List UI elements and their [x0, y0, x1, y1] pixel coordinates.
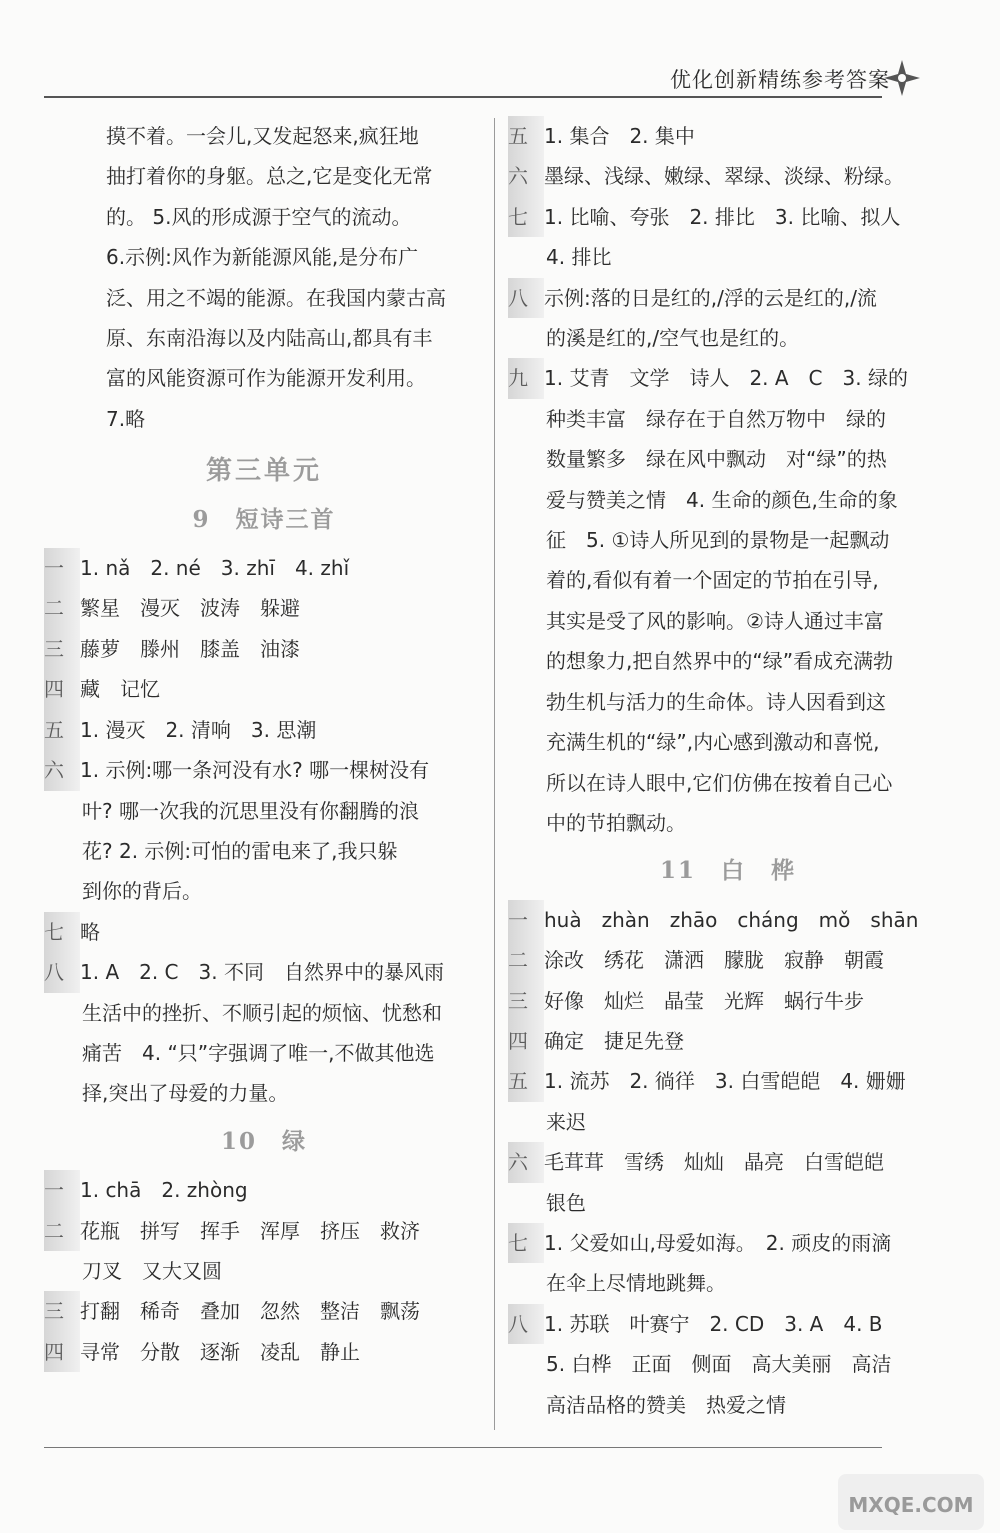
answer-text: 繁星 漫灭 波涛 躲避	[80, 596, 300, 621]
answer-line: 的想象力,把自然界中的“绿”看成充满勃	[546, 649, 894, 674]
answer-line: 摸不着。一会儿,又发起怒来,疯狂地	[106, 124, 419, 148]
answer-line: 着的,看似有着一个固定的节拍在引导,	[546, 568, 879, 593]
left-column	[44, 116, 484, 1372]
answer-line: 种类丰富 绿存在于自然万物中 绿的	[546, 406, 886, 431]
answer-line: 的。 5.风的形成源于空气的流动。	[106, 204, 412, 229]
answer-text: 略	[80, 919, 100, 944]
section-mark: 九	[508, 358, 544, 398]
answer-line: 的溪是红的,/空气也是红的。	[546, 326, 800, 351]
answer-line: 到你的背后。	[82, 879, 202, 904]
answer-line: 5. 白桦 正面 侧面 高大美丽 高洁	[546, 1352, 892, 1377]
section-mark: 四	[508, 1021, 544, 1061]
answer-line: 原、东南沿海以及内陆高山,都具有丰	[106, 326, 433, 351]
footer-rule	[44, 1447, 882, 1448]
section-mark: 二	[508, 940, 544, 980]
answer-text: 藏 记忆	[80, 677, 160, 702]
answer-text: 好像 灿烂 晶莹 光辉 蜗行牛步	[544, 988, 864, 1013]
section-mark: 五	[508, 1061, 544, 1101]
answer-line: 勃生机与活力的生命体。诗人因看到这	[546, 689, 886, 714]
section-mark: 四	[44, 1332, 80, 1372]
section-mark: 三	[508, 981, 544, 1021]
watermark-logo-icon	[836, 1472, 986, 1532]
section-mark: 六	[508, 156, 544, 196]
answer-text: 示例:落的日是红的,/浮的云是红的,/流	[544, 285, 877, 310]
answer-text: 1. nǎ 2. né 3. zhī 4. zhǐ	[80, 556, 350, 581]
answer-text: 花瓶 拼写 挥手 浑厚 挤压 救济	[80, 1218, 420, 1243]
section-mark: 八	[44, 952, 80, 992]
header-title: 优化创新精练参考答案	[670, 68, 890, 92]
column-divider	[494, 118, 495, 1430]
section-mark: 六	[44, 750, 80, 790]
answer-line: 痛苦 4. “只”字强调了唯一,不做其他选	[82, 1040, 435, 1065]
section-mark: 一	[44, 1170, 80, 1210]
answer-line: 叶? 哪一次我的沉思里没有你翻腾的浪	[82, 798, 419, 823]
answer-line: 刀叉 又大又圆	[82, 1258, 222, 1283]
answer-text: 墨绿、浅绿、嫩绿、翠绿、淡绿、粉绿。	[544, 164, 904, 189]
lesson-title: 9 短诗三首	[192, 505, 336, 533]
answer-text: 1. 示例:哪一条河没有水? 哪一棵树没有	[80, 758, 430, 783]
svg-text:MXQE.COM: MXQE.COM	[848, 1493, 974, 1517]
section-mark: 七	[508, 197, 544, 237]
section-mark: 六	[508, 1142, 544, 1182]
answer-text: 确定 捷足先登	[544, 1028, 684, 1053]
answer-text: 1. 比喻、夸张 2. 排比 3. 比喻、拟人	[544, 204, 901, 229]
section-mark: 三	[44, 629, 80, 669]
lesson-title: 10 绿	[220, 1127, 307, 1155]
answer-line: 中的节拍飘动。	[546, 810, 686, 835]
lesson-title: 11 白 桦	[659, 857, 796, 885]
answer-line: 泛、用之不竭的能源。在我国内蒙古高	[106, 285, 446, 310]
section-mark: 五	[508, 116, 544, 156]
page-header	[0, 0, 1000, 100]
answer-line: 数量繁多 绿在风中飘动 对“绿”的热	[546, 447, 887, 472]
sparkle-logo-icon	[882, 58, 922, 98]
section-mark: 七	[44, 912, 80, 952]
answer-text: 毛茸茸 雪绣 灿灿 晶亮 白雪皑皑	[544, 1150, 884, 1175]
answer-line: 高洁品格的赞美 热爱之情	[546, 1392, 786, 1417]
answer-line: 所以在诗人眼中,它们仿佛在按着自己心	[546, 770, 893, 795]
answer-text: 打翻 稀奇 叠加 忽然 整洁 飘荡	[80, 1299, 420, 1324]
answer-text: 1. 苏联 叶赛宁 2. CD 3. A 4. B	[544, 1311, 883, 1336]
answer-line: 富的风能资源可作为能源开发利用。	[106, 366, 426, 391]
answer-line: 来迟	[546, 1109, 586, 1134]
header-rule	[44, 96, 882, 98]
answer-line: 4. 排比	[546, 245, 612, 270]
section-mark: 三	[44, 1291, 80, 1331]
answer-line: 征 5. ①诗人所见到的景物是一起飘动	[546, 528, 890, 553]
answer-line: 择,突出了母爱的力量。	[82, 1081, 289, 1106]
section-mark: 二	[44, 588, 80, 628]
section-mark: 二	[44, 1211, 80, 1251]
section-mark: 五	[44, 710, 80, 750]
answer-line: 6.示例:风作为新能源风能,是分布广	[106, 245, 419, 270]
answer-line: 7.略	[106, 406, 146, 431]
answer-text: 1. 父爱如山,母爱如海。 2. 顽皮的雨滴	[544, 1230, 892, 1255]
answer-text: 藤萝 滕州 膝盖 油漆	[80, 636, 300, 661]
answer-text: 1. 漫灭 2. 清响 3. 思潮	[80, 717, 317, 742]
answer-text: 寻常 分散 逐渐 凌乱 静止	[80, 1339, 360, 1364]
answer-line: 抽打着你的身躯。总之,它是变化无常	[106, 164, 433, 189]
answer-line: 在伞上尽情地跳舞。	[546, 1271, 726, 1296]
answer-text: 1. 集合 2. 集中	[544, 124, 695, 148]
answer-line: 爱与赞美之情 4. 生命的颜色,生命的象	[546, 487, 898, 512]
answer-line: 生活中的挫折、不顺引起的烦恼、忧愁和	[82, 1000, 442, 1025]
answer-line: 其实是受了风的影响。②诗人通过丰富	[546, 608, 884, 633]
section-mark: 一	[508, 900, 544, 940]
answer-line: 银色	[546, 1190, 586, 1215]
answer-text: 涂改 绣花 潇洒 朦胧 寂静 朝霞	[544, 948, 884, 973]
unit-title: 第三单元	[205, 456, 322, 487]
section-mark: 七	[508, 1223, 544, 1263]
answer-text: 1. chā 2. zhòng	[80, 1178, 248, 1203]
answer-text: 1. 艾青 文学 诗人 2. A C 3. 绿的	[544, 366, 908, 391]
answer-text: 1. A 2. C 3. 不同 自然界中的暴风雨	[80, 960, 444, 985]
section-mark: 一	[44, 548, 80, 588]
section-mark: 八	[508, 1304, 544, 1344]
answer-line: 花? 2. 示例:可怕的雷电来了,我只躲	[82, 838, 398, 863]
right-column	[508, 116, 948, 1425]
section-mark: 八	[508, 278, 544, 318]
section-mark: 四	[44, 669, 80, 709]
answer-text: 1. 流苏 2. 徜徉 3. 白雪皑皑 4. 姗姗	[544, 1069, 906, 1094]
answer-line: 充满生机的“绿”,内心感到激动和喜悦,	[546, 730, 880, 755]
answer-text: huà zhàn zhāo cháng mǒ shān	[544, 907, 919, 932]
